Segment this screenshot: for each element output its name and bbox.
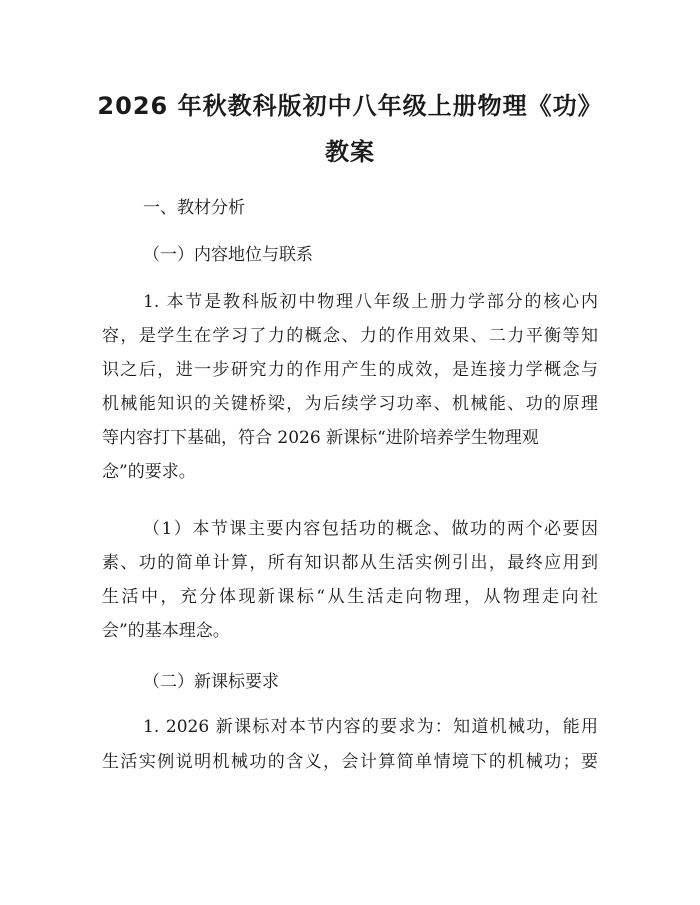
section-heading-textbook-analysis: 一、教材分析	[143, 198, 245, 218]
subsection-heading-content-position: （一）内容地位与联系	[143, 245, 313, 265]
paragraph-3-line: 1. 2026 新课标对本节内容的要求为：知道机械功，能用	[143, 717, 598, 737]
paragraph-2-line: （1）本节课主要内容包括功的概念、做功的两个必要因	[143, 519, 598, 539]
paragraph-2-line: 生活中，充分体现新课标“从生活走向物理，从物理走向社	[102, 587, 598, 607]
subsection-heading-curriculum-requirements: （二）新课标要求	[143, 672, 279, 692]
paragraph-1-line: 1. 本节是教科版初中物理八年级上册力学部分的核心内	[143, 292, 598, 312]
paragraph-2-line: 素、功的简单计算，所有知识都从生活实例引出，最终应用到	[102, 553, 598, 573]
paragraph-1-line: 念”的要求。	[102, 462, 196, 482]
document-title-line-1: 2026 年秋教科版初中八年级上册物理《功》	[97, 92, 603, 120]
paragraph-1-line: 机械能知识的关键桥梁，为后续学习功率、机械能、功的原理	[102, 394, 598, 414]
paragraph-3-line: 生活实例说明机械功的含义，会计算简单情境下的机械功；要	[102, 752, 598, 772]
paragraph-1-line: 容，是学生在学习了力的概念、力的作用效果、二力平衡等知	[102, 326, 598, 346]
document-title-line-2: 教案	[325, 138, 375, 166]
paragraph-2-line: 会”的基本理念。	[102, 621, 230, 641]
paragraph-1-line: 识之后，进一步研究力的作用产生的成效，是连接力学概念与	[102, 360, 598, 380]
paragraph-1-line: 等内容打下基础，符合 2026 新课标“进阶培养学生物理观	[102, 428, 539, 448]
